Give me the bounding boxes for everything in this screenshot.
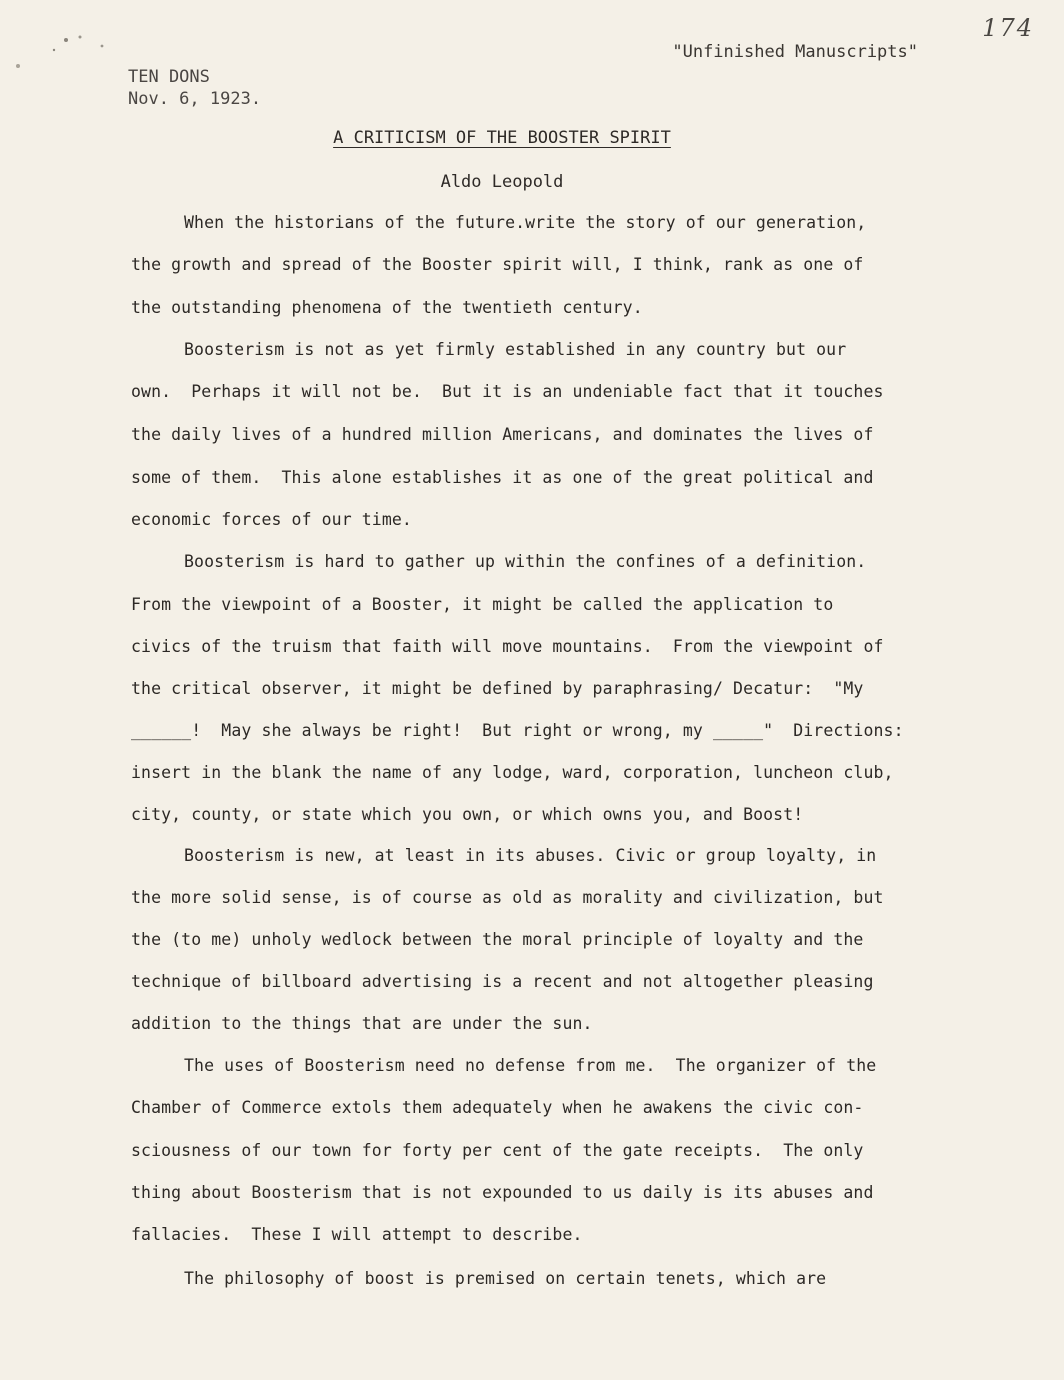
text-line: Chamber of Commerce extols them adequately when he awakens the civic con-	[131, 1098, 864, 1117]
text-line: fallacies. These I will attempt to describe.	[131, 1225, 583, 1244]
handwritten-page-number: 174	[982, 14, 1034, 42]
text-line: Boosterism is new, at least in its abuses. Civic or group loyalty, in	[184, 846, 877, 865]
text-line: the outstanding phenomena of the twentieth century.	[131, 298, 643, 317]
text-line: insert in the blank the name of any lodge, ward, corporation, luncheon club,	[131, 763, 894, 782]
text-line: own. Perhaps it will not be. But it is an undeniable fact that it touches	[131, 382, 884, 401]
text-line: sciousness of our town for forty per cent of the gate receipts. The only	[131, 1141, 864, 1160]
text-line: From the viewpoint of a Booster, it might be called the application to	[131, 595, 834, 614]
document-title: A CRITICISM OF THE BOOSTER SPIRIT	[333, 128, 671, 148]
series-label: "Unfinished Manuscripts"	[672, 42, 918, 62]
text-line: the critical observer, it might be defined by paraphrasing/ Decatur: "My	[131, 679, 864, 698]
text-line: technique of billboard advertising is a recent and not altogether pleasing	[131, 972, 874, 991]
text-line: Boosterism is hard to gather up within the confines of a definition.	[184, 552, 867, 571]
text-line: some of them. This alone establishes it as one of the great political and	[131, 468, 874, 487]
text-line: ______! May she always be right! But right or wrong, my _____" Directions:	[131, 721, 904, 740]
text-line: addition to the things that are under the sun.	[131, 1014, 593, 1033]
text-line: the (to me) unholy wedlock between the moral principle of loyalty and the	[131, 930, 864, 949]
text-line: the growth and spread of the Booster spirit will, I think, rank as one of	[131, 255, 864, 274]
header-org: TEN DONS	[128, 67, 210, 87]
text-line: the more solid sense, is of course as old as morality and civilization, but	[131, 888, 884, 907]
text-line: Boosterism is not as yet firmly established in any country but our	[184, 340, 847, 359]
header-block	[128, 66, 261, 110]
text-line: economic forces of our time.	[131, 510, 412, 529]
paper-specks	[14, 28, 134, 88]
header-date: Nov. 6, 1923.	[128, 89, 262, 109]
text-line: civics of the truism that faith will move mountains. From the viewpoint of	[131, 637, 884, 656]
author-name: Aldo Leopold	[440, 172, 564, 192]
text-line: The philosophy of boost is premised on certain tenets, which are	[184, 1269, 827, 1288]
text-line: When the historians of the future.write the story of our generation,	[184, 213, 867, 232]
text-line: city, county, or state which you own, or which owns you, and Boost!	[131, 805, 804, 824]
text-line: thing about Boosterism that is not expounded to us daily is its abuses and	[131, 1183, 874, 1202]
text-line: The uses of Boosterism need no defense from me. The organizer of the	[184, 1056, 877, 1075]
text-line: the daily lives of a hundred million Americans, and dominates the lives of	[131, 425, 874, 444]
